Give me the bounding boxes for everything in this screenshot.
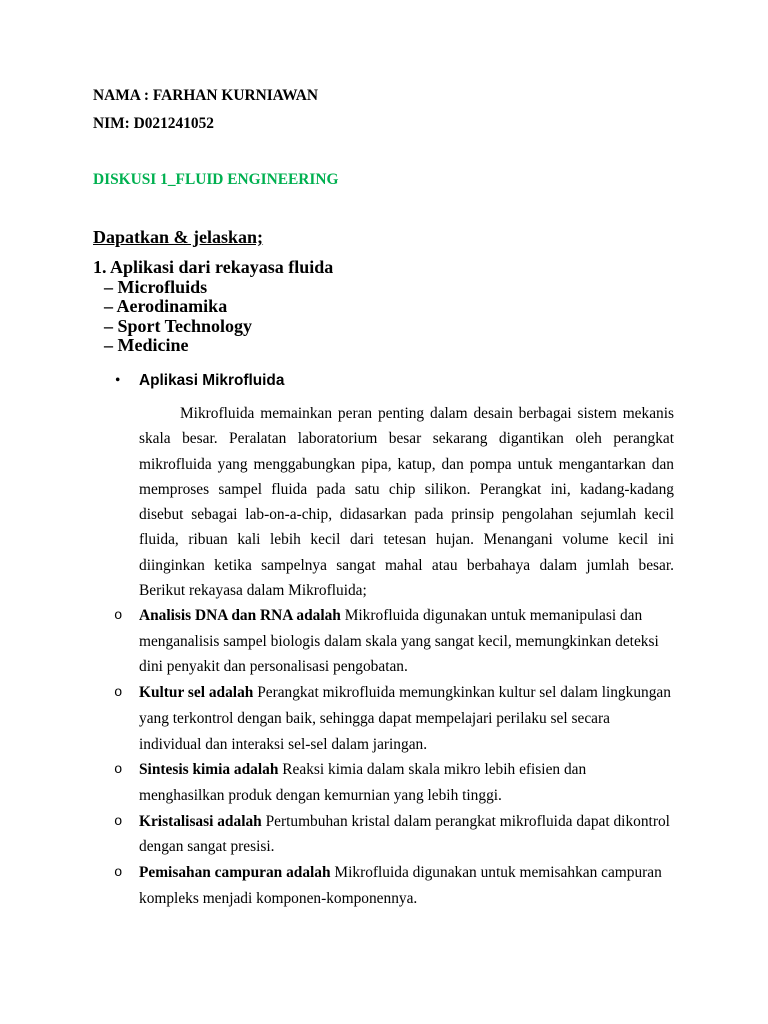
list-item-term: Sintesis kimia adalah	[139, 761, 279, 779]
question-title: 1. Aplikasi dari rekayasa fluida	[93, 257, 334, 277]
list-item-text	[139, 757, 768, 808]
student-name: NAMA : FARHAN KURNIAWAN	[93, 87, 319, 104]
list-item-text	[139, 809, 768, 860]
list-item-text	[139, 603, 768, 680]
instruction-heading: Dapatkan & jelaskan;	[93, 227, 264, 247]
paragraph-line: mikrofluida yang menggabungkan pipa, katup, dan pompa untuk mengantarkan dan	[139, 455, 674, 473]
paragraph-line: memproses sampel fluida pada satu chip silikon. Perangkat ini, kadang-kadang	[139, 480, 674, 498]
list-item	[0, 757, 768, 808]
list-item	[0, 603, 768, 680]
list-item-text	[139, 680, 768, 757]
paragraph-line: Berikut rekayasa dalam Mikrofluida;	[139, 582, 367, 600]
list-item	[0, 809, 768, 860]
list-item-term: Kultur sel adalah	[139, 684, 254, 702]
list-item-line: dini penyakit dan personalisasi pengobatan.	[139, 658, 408, 676]
bullet-icon: •	[115, 372, 121, 389]
list-marker-icon: o	[114, 865, 123, 882]
list-item-line: menganalisis sampel biologis dalam skala yang sangat kecil, memungkinkan deteksi	[139, 632, 659, 650]
paragraph-line: disebut sebagai lab-on-a-chip, didasarkan pada prinsip pengolahan sejumlah kecil	[139, 506, 674, 524]
intro-paragraph	[139, 401, 674, 603]
list-item-first-line	[139, 809, 768, 835]
microfluidics-applications-list	[0, 603, 768, 911]
section-heading	[0, 371, 768, 391]
list-marker-icon: o	[114, 813, 123, 830]
list-item-description: Mikrofluida digunakan untuk memisahkan campuran	[334, 864, 662, 882]
paragraph-line: skala besar. Peralatan laboratorium besar sekarang digantikan oleh perangkat	[139, 430, 674, 448]
application-item: – Aerodinamika	[104, 296, 228, 317]
list-marker-icon: o	[114, 608, 123, 624]
student-nim: NIM: D021241052	[93, 115, 214, 132]
list-marker-icon: o	[114, 762, 123, 779]
list-item-first-line	[139, 860, 768, 886]
list-item-description: Reaksi kimia dalam skala mikro lebih efisien dan	[282, 761, 587, 779]
application-item: – Medicine	[104, 335, 189, 356]
list-item-first-line	[139, 680, 768, 706]
list-item-line: yang terkontrol dengan baik, sehingga dapat mempelajari perilaku sel secara	[139, 709, 610, 727]
application-item: – Microfluids	[104, 276, 208, 297]
list-item-line: kompleks menjadi komponen-komponennya.	[139, 889, 418, 907]
list-item-description: Pertumbuhan kristal dalam perangkat mikrofluida dapat dikontrol	[265, 812, 670, 830]
list-item-description: Perangkat mikrofluida memungkinkan kultur sel dalam lingkungan	[257, 684, 671, 702]
paragraph-line: fluida, ribuan kali lebih kecil dari tetesan hujan. Menangani volume kecil ini	[139, 531, 674, 549]
question-block	[93, 258, 333, 356]
list-marker-icon: o	[114, 685, 123, 702]
discussion-title: DISKUSI 1_FLUID ENGINEERING	[93, 171, 339, 188]
list-item-text	[139, 860, 768, 911]
list-item-term: Pemisahan campuran adalah	[139, 864, 331, 882]
list-item-first-line	[139, 757, 768, 783]
paragraph-line: Mikrofluida memainkan peran penting dalam desain berbagai sistem mekanis	[180, 405, 674, 422]
list-item	[0, 860, 768, 911]
paragraph-line: diinginkan ketika sampelnya sangat mahal atau berbahaya dalam jumlah besar.	[139, 556, 674, 574]
section-title: Aplikasi Mikrofluida	[139, 372, 285, 389]
list-item-line: dengan sangat presisi.	[139, 838, 275, 856]
list-item	[0, 680, 768, 757]
list-item-line: menghasilkan produk dengan kemurnian yang lebih tinggi.	[139, 786, 502, 804]
list-item-first-line	[139, 603, 768, 629]
list-item-term: Analisis DNA dan RNA adalah	[139, 607, 341, 624]
list-item-description: Mikrofluida digunakan untuk memanipulasi dan	[344, 607, 643, 624]
list-item-line: individual dan interaksi sel-sel dalam jaringan.	[139, 735, 428, 753]
list-item-term: Kristalisasi adalah	[139, 812, 262, 830]
application-item: – Sport Technology	[104, 315, 253, 336]
